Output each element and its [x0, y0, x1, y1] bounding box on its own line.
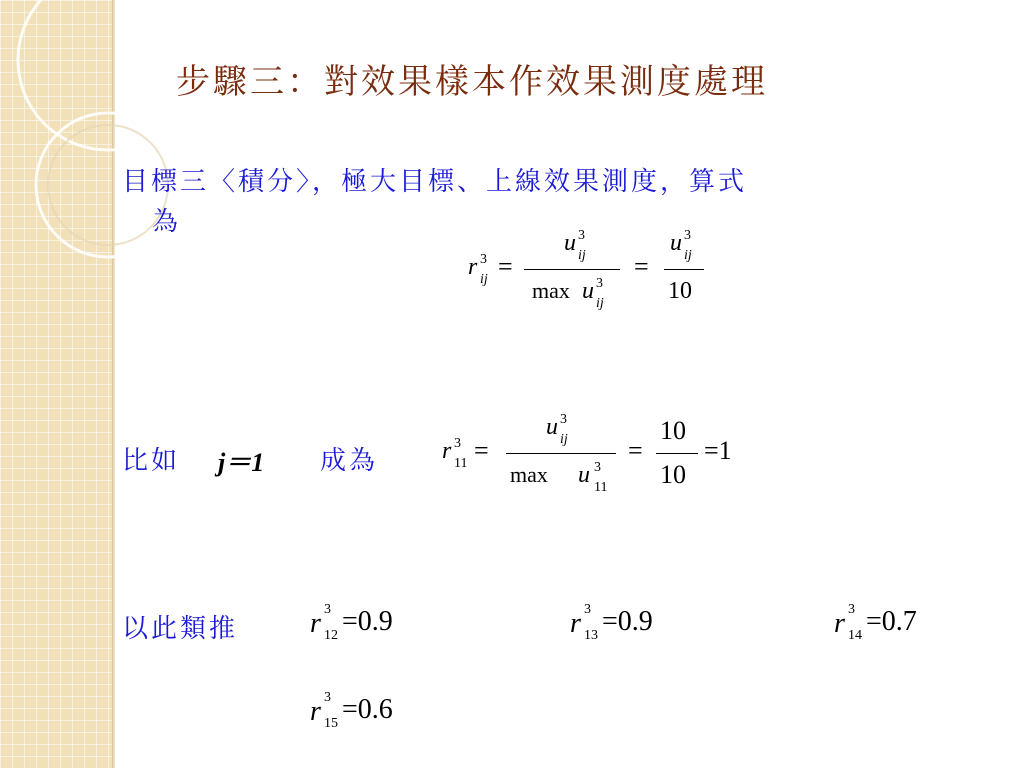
- ex-frac1-num-sub: ij: [560, 432, 568, 447]
- r14-value: =0.7: [866, 606, 917, 637]
- frac1-line: [524, 269, 620, 270]
- ex-frac1-den-base: u: [578, 462, 590, 488]
- example-label: 比如: [122, 446, 181, 476]
- ex-frac2-den: 10: [660, 460, 686, 489]
- ex-lhs-base: r: [442, 438, 452, 464]
- r14-base: r: [834, 608, 845, 639]
- r14-sup: 3: [848, 602, 855, 617]
- result-r15: [310, 688, 430, 738]
- r14-sub: 14: [848, 628, 862, 643]
- r13-value: =0.9: [602, 606, 653, 637]
- ex-frac1-num-base: u: [546, 414, 558, 440]
- paragraph-line-1: 目標三〈積分〉，極大目標、上線效果測度，算式: [122, 167, 748, 197]
- r13-sub: 13: [584, 628, 598, 643]
- frac2-num-sup: 3: [684, 228, 691, 243]
- example-suffix: 成為: [320, 446, 379, 476]
- analogy-label: 以此類推: [122, 614, 239, 644]
- ex-frac1-line: [506, 453, 616, 454]
- example-condition: j＝1: [218, 448, 265, 477]
- r13-base: r: [570, 608, 581, 639]
- lhs-base: r: [468, 254, 478, 280]
- ex-frac1-den-sup: 3: [594, 460, 601, 475]
- r15-sub: 15: [324, 716, 338, 731]
- ex-frac1-den-sub: 11: [594, 480, 608, 495]
- frac1-den-sup: 3: [596, 276, 603, 291]
- frac2-den: 10: [668, 278, 692, 304]
- frac2-num-base: u: [670, 230, 682, 256]
- r12-sup: 3: [324, 602, 331, 617]
- equals-2: =: [634, 252, 649, 281]
- r15-base: r: [310, 696, 321, 727]
- ex-equals-2: =: [628, 436, 643, 465]
- r12-sub: 12: [324, 628, 338, 643]
- frac2-line: [664, 269, 704, 270]
- r15-value: =0.6: [342, 694, 393, 725]
- frac1-num-sub: ij: [578, 248, 586, 263]
- ex-frac1-num-sup: 3: [560, 412, 567, 427]
- ex-frac1-den-prefix: max: [510, 462, 548, 487]
- equals-1: =: [498, 252, 513, 281]
- slide-title: 步驟三：對效果樣本作效果測度處理: [176, 62, 768, 102]
- frac1-den-sub: ij: [596, 296, 604, 311]
- frac1-num-base: u: [564, 230, 576, 256]
- r12-value: =0.9: [342, 606, 393, 637]
- frac2-num-sub: ij: [684, 248, 692, 263]
- result-r12: [310, 600, 430, 650]
- frac1-num-sup: 3: [578, 228, 585, 243]
- lhs-sub: ij: [480, 272, 488, 287]
- ex-frac2-line: [656, 453, 698, 454]
- r13-sup: 3: [584, 602, 591, 617]
- ex-lhs-sup: 3: [454, 436, 461, 451]
- ex-result: =1: [704, 436, 732, 465]
- result-r13: [570, 600, 690, 650]
- r12-base: r: [310, 608, 321, 639]
- paragraph-line-2: 為: [152, 207, 182, 237]
- ex-lhs-sub: 11: [454, 456, 468, 471]
- result-r14: [834, 600, 954, 650]
- r15-sup: 3: [324, 690, 331, 705]
- frac1-den-prefix: max: [532, 278, 570, 303]
- ex-equals-1: =: [474, 436, 489, 465]
- lhs-sup: 3: [480, 252, 487, 267]
- example-formula: [442, 412, 762, 502]
- ex-frac2-num: 10: [660, 416, 686, 445]
- general-formula: [468, 228, 708, 318]
- frac1-den-base: u: [582, 278, 594, 304]
